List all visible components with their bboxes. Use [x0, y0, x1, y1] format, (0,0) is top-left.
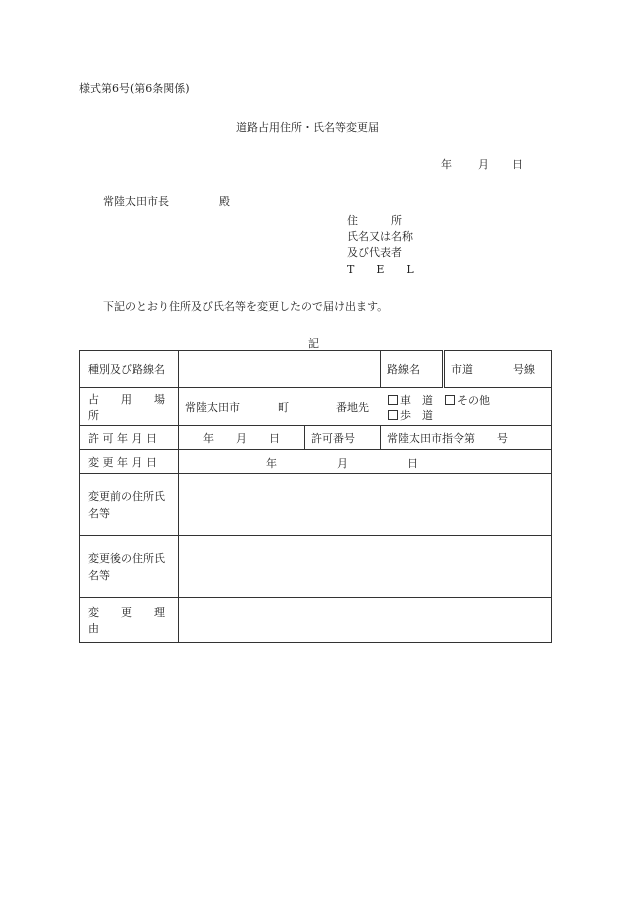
- row-reason: [80, 598, 552, 643]
- route-name-field[interactable]: [444, 351, 552, 388]
- row-permit: [80, 426, 552, 450]
- after-label: 変更後の住所氏名等: [80, 536, 179, 598]
- date-day: 日: [512, 158, 523, 171]
- form-table: [79, 350, 552, 643]
- route-name-label: 路線名: [381, 351, 444, 388]
- reason-label: 変 更 理 由: [80, 598, 179, 643]
- name-label: 氏名又は名称: [347, 230, 413, 243]
- route-number-suffix: 号線: [513, 363, 535, 376]
- tel-label: T E L: [347, 263, 414, 276]
- date-month: 月: [478, 158, 489, 171]
- ki-heading: 記: [308, 337, 319, 350]
- address-label: 住 所: [347, 214, 402, 227]
- location-field[interactable]: [179, 388, 552, 426]
- checkbox-other[interactable]: [445, 395, 455, 405]
- form-number: 様式第6号(第6条関係): [79, 82, 190, 95]
- row-route: [80, 351, 552, 388]
- road-option-sidewalk-label: 歩 道: [400, 409, 433, 422]
- change-date-field[interactable]: [179, 450, 552, 474]
- before-label: 変更前の住所氏名等: [80, 474, 179, 536]
- location-lot: 番地先: [336, 401, 369, 414]
- row-after: [80, 536, 552, 598]
- change-date-label: 変 更 年 月 日: [80, 450, 179, 474]
- date-year: 年: [441, 158, 452, 171]
- checkbox-sidewalk[interactable]: [388, 410, 398, 420]
- after-field[interactable]: [179, 536, 552, 598]
- form-title: 道路占用住所・氏名等変更届: [236, 121, 379, 134]
- city-road-text: 市道: [451, 363, 473, 376]
- permit-number-label: 許可番号: [305, 426, 381, 450]
- checkbox-carriageway[interactable]: [388, 395, 398, 405]
- route-type-field[interactable]: [179, 351, 381, 388]
- road-option-sidewalk[interactable]: [388, 407, 433, 423]
- before-field[interactable]: [179, 474, 552, 536]
- road-option-other[interactable]: [445, 392, 490, 408]
- road-option-carriageway[interactable]: [388, 392, 433, 408]
- row-before: [80, 474, 552, 536]
- permit-date-label: 許 可 年 月 日: [80, 426, 179, 450]
- addressee-name: 常陸太田市長: [103, 195, 169, 208]
- road-option-other-label: その他: [457, 394, 490, 407]
- permit-number-field[interactable]: 常陸太田市指令第 号: [381, 426, 552, 450]
- row-change-date: [80, 450, 552, 474]
- route-type-label: 種別及び路線名: [80, 351, 179, 388]
- location-town: 町: [278, 401, 289, 414]
- reason-field[interactable]: [179, 598, 552, 643]
- location-city: 常陸太田市: [185, 401, 240, 414]
- row-location: [80, 388, 552, 426]
- change-day: 日: [407, 457, 418, 470]
- addressee-honorific: 殿: [219, 195, 230, 208]
- location-label: 占 用 場 所: [80, 388, 179, 426]
- change-month: 月: [337, 457, 348, 470]
- permit-date-field[interactable]: 年 月 日: [179, 426, 305, 450]
- statement: 下記のとおり住所及び氏名等を変更したので届け出ます。: [103, 300, 389, 313]
- road-option-carriageway-label: 車 道: [400, 394, 433, 407]
- change-year: 年: [266, 457, 277, 470]
- representative-label: 及び代表者: [347, 246, 402, 259]
